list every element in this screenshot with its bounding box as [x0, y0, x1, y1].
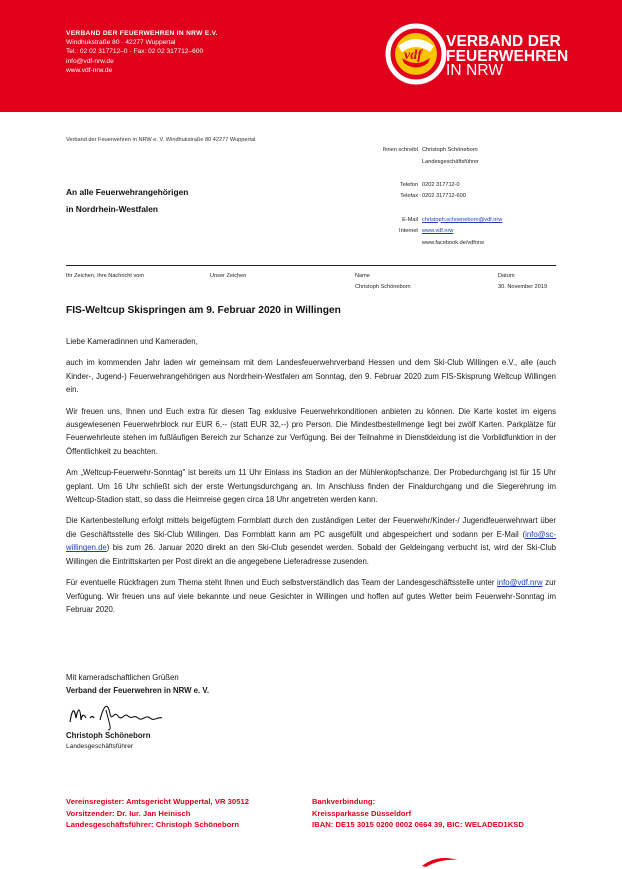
website-link[interactable]: www.vdf.nrw	[422, 228, 454, 235]
greeting: Liebe Kameradinnen und Kameraden,	[66, 337, 198, 346]
recipient-line2: in Nordrhein-Westfalen	[66, 204, 158, 214]
ref-date-label: Datum	[498, 273, 515, 279]
footer-chair: Vorsitzender: Dr. Iur. Jan Heinisch	[66, 808, 191, 818]
footer-manager: Landesgeschäftsführer: Christoph Schöneborn	[66, 820, 240, 830]
facebook-url: www.facebook.de/vdfnrw	[422, 239, 484, 246]
email-link[interactable]: christoph.schoeneborn@vdf.nrw	[422, 216, 503, 223]
questions-text-b: zur Verfügung. Wir freuen uns auf viele bekannte und neue Gesichter in Willingen und hoffen auf gutes Wetter beim Feuerwehr-Sonntag im Februar 2020.	[66, 578, 557, 614]
svg-text:vdf: vdf	[404, 48, 422, 63]
phone-number: 0202 317712-0	[422, 181, 460, 188]
recipient-address	[66, 184, 188, 218]
vdf-email-link[interactable]: info@vdf.nrw	[497, 578, 543, 588]
sender-return-line: Verband der Feuerwehren in NRW e. V. Windhukstraße 80 42277 Wuppertal	[66, 137, 256, 143]
signer-role: Landesgeschäftsführer	[66, 743, 134, 750]
footer-bank-label: Bankverbindung:	[312, 797, 376, 806]
letterhead-banner	[0, 0, 622, 112]
writer-role: Landesgeschäftsführer	[422, 158, 479, 165]
letter-subject: FIS-Weltcup Skispringen am 9. Februar 2020 in Willingen	[66, 305, 341, 316]
ordering-text-b: ) bis zum 26. Januar 2020 direkt an den Ski-Club gesendet werden. Sobald der Geldeingang verbucht ist, wird der Ski-Club Willingen die Eintrittskarten per Post direkt an die angegebene Lieferadresse zusenden.	[66, 543, 556, 566]
paragraph-questions	[66, 576, 556, 616]
ref-name-value: Christoph Schöneborn	[355, 283, 411, 290]
letterhead-web: www.vdf-nrw.de	[66, 66, 113, 74]
closing-org: Verband der Feuerwehren in NRW e. V.	[66, 686, 209, 696]
label-email: E-Mail	[402, 216, 418, 223]
label-writer: Ihnen schreibt	[382, 147, 418, 153]
ski-club-email-link[interactable]: info@sc-willingen.de	[66, 529, 556, 553]
contact-values	[422, 145, 502, 249]
footer-bank	[312, 796, 524, 831]
letter-body	[66, 335, 556, 624]
ref-your-sign: Ihr Zeichen, Ihre Nachricht vom	[66, 273, 145, 279]
fax-number: 0202 317712-600	[422, 193, 466, 200]
signer-block	[66, 730, 150, 752]
handwritten-signature	[66, 700, 176, 732]
footer-register: Vereinsregister: Amtsgericht Wuppertal, VR 30512	[66, 797, 250, 806]
ref-date-value: 30. November 2019	[498, 283, 548, 290]
label-phone: Telefon	[399, 181, 418, 188]
paragraph-schedule: Am „Weltcup-Feuerwehr-Sonntag" ist bereits um 11 Uhr Einlass ins Stadion an der Mühlenkopfschanze. Der Probedurchgang ist für 15 Uhr geplant. Um 16 Uhr schließt sich der erste Wertungsdurchgang an. Im Anschluss finden der Finaldurchgang und die Siegerehrung im Weltcup-Stadion statt, so dass die Heimreise gegen circa 18 Uhr angetreten werden kann.	[66, 468, 556, 505]
footer-iban: IBAN: DE15 3015 0200 0002 0664 39, BIC: WELADED1KSD	[312, 820, 524, 830]
signer-name: Christoph Schöneborn	[66, 731, 151, 740]
writer-name: Christoph Schöneborn	[422, 147, 478, 153]
ref-name-block	[355, 271, 411, 292]
letterhead-email: info@vdf-nrw.de	[66, 57, 114, 65]
letterhead-address	[66, 29, 218, 75]
paragraph-invitation: auch im kommenden Jahr laden wir gemeinsam mit dem Landesfeuerwehrverband Hessen und dem Ski-Club Willingen e.V., alle (auch Kinder-, Jugend-) Feuerwehrangehörigen aus Nordrhein-Westfalen am Sonntag, den 9. Februar 2020 zum FIS-Skisprung Weltcup Willingen ein.	[66, 358, 556, 395]
closing-regards: Mit kameradschaftlichen Grüßen	[66, 673, 179, 682]
closing-block	[66, 671, 209, 698]
letterhead-org-name: VERBAND DER FEUERWEHREN IN NRW E.V.	[66, 30, 218, 37]
paragraph-tickets: Wir freuen uns, Ihnen und Euch extra für diesen Tag exklusive Feuerwehrkonditionen anbieten zu können. Die Karte kostet im eigens ausgewiesenen Feuerwehrblock nur EUR 6,-- (statt EUR 32,--) pro Person. Die Mindestbestellmenge liegt bei zwölf Karten. Parkplätze für Feuerwehrleute stehen im fußläufigen Bereich zur Schanze zur Verfügung. Bei der Teilnahme in Dienstkleidung ist die Vorbildfunktion in der Öffentlichkeit zu beachten.	[66, 406, 556, 456]
letterhead-street: Windhukstraße 80 · 42277 Wuppertal	[66, 39, 176, 47]
label-fax: Telefax	[400, 193, 418, 200]
footer-registry	[66, 796, 249, 831]
logo-wordmark	[446, 35, 568, 79]
logo-wordmark-line3: IN NRW	[446, 62, 504, 79]
reference-divider	[66, 265, 556, 266]
logo-wordmark-line1: VERBAND DER	[446, 33, 561, 50]
contact-labels	[383, 145, 418, 238]
paragraph-ordering	[66, 514, 556, 568]
letterhead-phone-fax: Tel.: 02 02 317712–0 · Fax: 02 02 317712–600	[66, 48, 204, 56]
ref-date-block	[498, 271, 547, 292]
ref-our-sign: Unser Zeichen	[210, 273, 247, 279]
footer-swoosh-icon	[420, 854, 460, 868]
footer-bank-name: Kreissparkasse Düsseldorf	[312, 808, 412, 818]
logo-wordmark-line2: FEUERWEHREN	[446, 47, 569, 65]
ordering-text-a: Die Kartenbestellung erfolgt mittels beigefügtem Formblatt durch den zuständigen Leiter der Feuerwehr/Kinder-/ Jugendfeuerwehrwart über die Geschäftsstelle des Ski-Club Willingen. Das Formblatt kann am PC ausgefüllt und abgespeichert und sodann per E-Mail (	[66, 516, 556, 539]
recipient-line1: An alle Feuerwehrangehörigen	[66, 187, 189, 197]
label-internet: Internet	[399, 228, 418, 235]
questions-text-a: Für eventuelle Rückfragen zum Thema steht Ihnen und Euch selbstverständlich das Team der Landesgeschäftsstelle unter	[66, 578, 497, 588]
ref-name-label: Name	[355, 273, 370, 279]
